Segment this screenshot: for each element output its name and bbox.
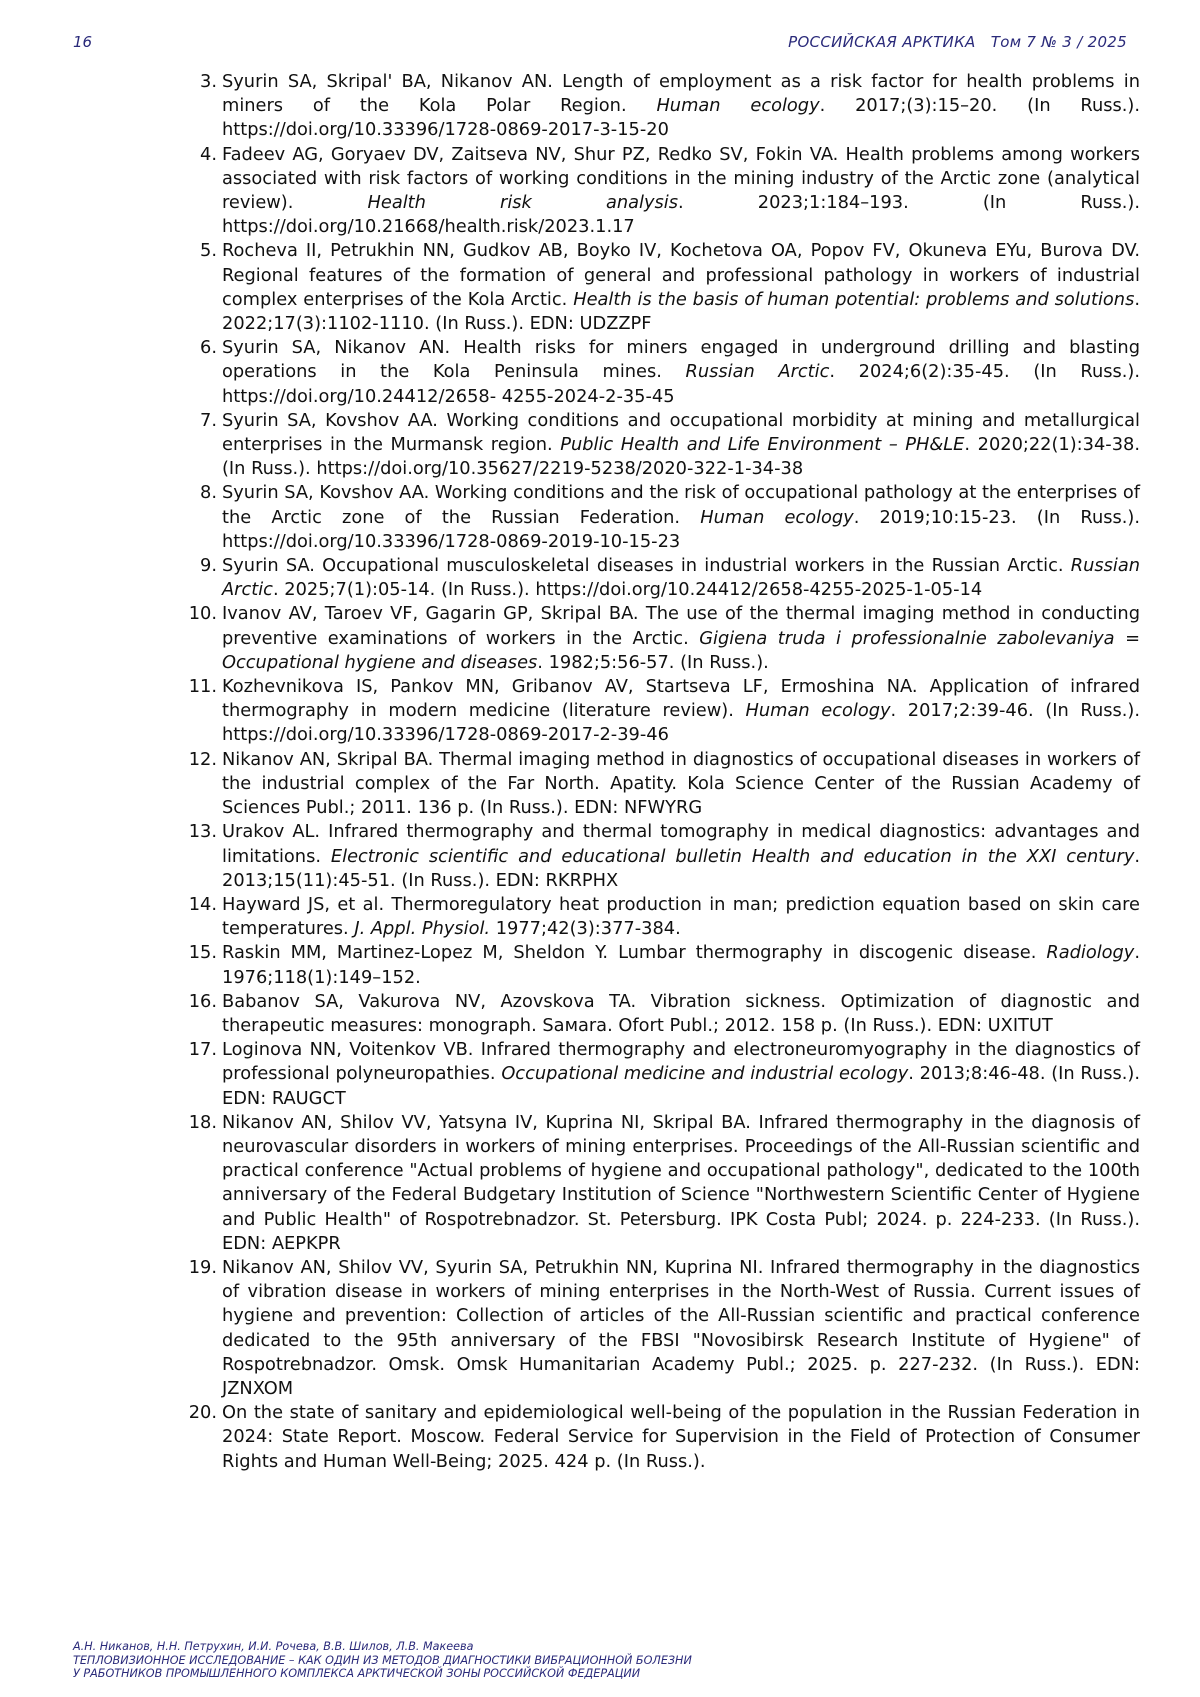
reference-item (188, 820, 1141, 893)
reference-text: Nikanov AN, Skripal BA. Thermal imaging method in diagnostics of occupational diseases in workers of the industrial complex of the Far North. Apatity. Kola Science Center of the Russian Academy of Sciences Publ.; 2011. 136 p. (In Russ.). EDN: NFWYRG (222, 748, 1140, 819)
reference-text: Syurin SA, Kovshov AA. Working conditions and occupational morbidity at mining and metallurgical enterprises in the Murmansk region. (222, 409, 1140, 456)
running-footer (73, 1640, 692, 1681)
reference-source: Health is the basis of human potential: problems and solutions (573, 288, 1135, 310)
reference-text: Ivanov AV, Taroev VF, Gagarin GP, Skripal BA. The use of the thermal imaging method in conducting preventive examinations of workers in the Arctic. (222, 603, 1140, 649)
reference-details: . 2020;22(1):34-38. (In Russ.). https://doi.org/10.35627/2219-5238/2020-322-1-34-38 (222, 434, 1140, 480)
reference-item (188, 748, 1140, 821)
reference-item (200, 481, 1141, 554)
reference-item (200, 143, 1141, 240)
reference-details: 1977;42(3):377-384. (490, 918, 681, 940)
reference-text: Kozhevnikova IS, Pankov MN, Gribanov AV, Startseva LF, Ermoshina NA. Application of infrared thermography in modern medicine (literature review). (222, 676, 1140, 722)
reference-text: Nikanov AN, Shilov VV, Syurin SA, Petrukhin NN, Kuprina NI. Infrared thermography in the diagnostics of vibration disease in workers of mining enterprises in the North-West of Russia. Current issues of hygiene and prevention: Collection of articles of the All-Russian scientific and practical conference dedicated to the 95th anniversary of the FBSI "Novosibirsk Research Institute of Hygiene" of Rospotrebnadzor. Omsk. Omsk Humanitarian Academy Publ.; 2025. p. 227-232. (In Russ.). EDN: JZNXOM (222, 1256, 1140, 1399)
reference-source: Occupational medicine and industrial ecology (501, 1063, 909, 1085)
reference-item (188, 893, 1140, 941)
reference-text: Syurin SA. Occupational musculoskeletal diseases in industrial workers in the Russian Arctic. (222, 555, 1071, 577)
reference-item (188, 1256, 1140, 1401)
reference-source: Gigiena truda i professionalnie zabolevaniya = Occupational hygiene and diseases (222, 627, 1140, 673)
reference-text: Hayward JS, et al. Thermoregulatory heat production in man; prediction equation based on skin care temperatures. (222, 893, 1140, 940)
reference-text: Fadeev AG, Goryaev DV, Zaitseva NV, Shur PZ, Redko SV, Fokin VA. Health problems among workers associated with risk factors of working conditions in the mining industry of the Arctic zone (analytical review). (222, 143, 1140, 214)
reference-text: Rocheva II, Petrukhin NN, Gudkov AB, Boyko IV, Kochetova OA, Popov FV, Okuneva EYu, Burova DV. Regional features of the formation of general and professional pathology in workers of industrial complex enterprises of the Kola Arctic. (222, 240, 1140, 310)
reference-source: Russian Arctic (685, 361, 830, 383)
reference-item (188, 675, 1140, 748)
reference-number: 3. (200, 71, 217, 92)
running-header (73, 33, 1127, 53)
reference-number: 20. (188, 1402, 217, 1424)
reference-number: 7. (200, 409, 217, 431)
reference-details: . 1982;5:56-57. (In Russ.). (537, 651, 769, 673)
reference-details: . 2019;10:15-23. (In Russ.). https://doi.org/10.33396/1728-0869-2019-10-15-23 (222, 506, 1140, 552)
reference-source: Human ecology (700, 506, 854, 528)
reference-source: Human ecology (656, 95, 820, 117)
reference-details: . 2025;7(1):05-14. (In Russ.). https://doi.org/10.24412/2658-4255-2025-1-05-14 (272, 579, 983, 601)
reference-details: . 2017;(3):15–20. (In Russ.). https://doi.org/10.33396/1728-0869-2017-3-15-20 (222, 95, 1141, 141)
reference-details: . 2013;8:46-48. (In Russ.). EDN: RAUGCT (222, 1063, 1141, 1109)
reference-number: 18. (188, 1111, 217, 1133)
reference-number: 9. (200, 555, 217, 577)
reference-item (188, 1401, 1140, 1474)
reference-details: . 2023;1:184–193. (In Russ.). https://doi.org/10.21668/health.risk/2023.1.17 (222, 192, 1141, 238)
journal-title: РОССИЙСКАЯ АРКТИКА Том 7 № 3 / 2025 (788, 33, 1127, 51)
reference-item (200, 336, 1140, 409)
reference-details: . 2013;15(11):45-51. (In Russ.). EDN: RKRPHX (222, 845, 1141, 891)
reference-text: Syurin SA, Skripal' BA, Nikanov AN. Length of employment as a risk factor for health problems in miners of the Kola Polar Region. (222, 71, 1140, 117)
reference-item (188, 941, 1140, 989)
reference-source: Radiology (1046, 942, 1135, 964)
reference-item (200, 239, 1140, 336)
reference-number: 16. (188, 990, 217, 1012)
reference-item (200, 409, 1140, 482)
footer-title-line-2: У РАБОТНИКОВ ПРОМЫШЛЕННОГО КОМПЛЕКСА АРКТИЧЕСКОЙ ЗОНЫ РОССИЙСКОЙ ФЕДЕРАЦИИ (73, 1667, 641, 1680)
reference-details: . 2024;6(2):35-45. (In Russ.). https://doi.org/10.24412/2658- 4255-2024-2-35-45 (222, 361, 1140, 407)
reference-item (188, 990, 1140, 1038)
reference-number: 17. (188, 1039, 217, 1061)
footer-authors: А.Н. Никанов, Н.Н. Петрухин, И.И. Рочева, В.В. Шилов, Л.В. Макеева (73, 1640, 474, 1653)
reference-list (188, 70, 1141, 1474)
reference-number: 14. (188, 893, 217, 915)
reference-details: . 2017;2:39-46. (In Russ.). https://doi.org/10.33396/1728-0869-2017-2-39-46 (222, 700, 1140, 746)
reference-text: On the state of sanitary and epidemiological well-being of the population in the Russian Federation in 2024: State Report. Moscow. Federal Service for Supervision in the Field of Protection of Consumer Rights and Human Well-Being; 2025. 424 p. (In Russ.). (222, 1402, 1140, 1472)
reference-text: Loginova NN, Voitenkov VB. Infrared thermography and electroneuromyography in the diagnostics of professional polyneuropathies. (222, 1039, 1140, 1085)
reference-number: 11. (188, 676, 217, 698)
reference-text: Urakov AL. Infrared thermography and thermal tomography in medical diagnostics: advantages and limitations. (222, 821, 1140, 867)
reference-number: 5. (200, 240, 217, 262)
reference-number: 10. (188, 603, 217, 625)
reference-text: Nikanov AN, Shilov VV, Yatsyna IV, Kuprina NI, Skripal BA. Infrared thermography in the diagnosis of neurovascular disorders in workers of mining enterprises. Proceedings of the All-Russian scientific and practical conference "Actual problems of hygiene and occupational pathology", dedicated to the 100th anniversary of the Federal Budgetary Institution of Science "Northwestern Scientific Center of Hygiene and Public Health" of Rospotrebnadzor. St. Petersburg. IPK Costa Publ; 2024. p. 224-233. (In Russ.). EDN: AEPKPR (222, 1111, 1140, 1254)
reference-number: 4. (200, 143, 217, 165)
footer-title-line-1: ТЕПЛОВИЗИОННОЕ ИССЛЕДОВАНИЕ – КАК ОДИН ИЗ МЕТОДОВ ДИАГНОСТИКИ ВИБРАЦИОННОЙ БОЛЕЗНИ (73, 1653, 692, 1667)
reference-number: 6. (200, 337, 217, 359)
reference-details: . 2022;17(3):1102-1110. (In Russ.). EDN: UDZZPF (222, 288, 1140, 335)
reference-item (188, 1038, 1141, 1111)
reference-text: Babanov SA, Vakurova NV, Azovskova TA. Vibration sickness. Optimization of diagnostic and therapeutic measures: monograph. Sамara. Ofort Publ.; 2012. 158 p. (In Russ.). EDN: UXITUT (222, 990, 1140, 1036)
reference-text: Syurin SA, Kovshov AA. Working conditions and the risk of occupational pathology at the enterprises of the Arctic zone of the Russian Federation. (222, 482, 1141, 528)
reference-number: 13. (188, 821, 217, 843)
reference-source: Public Health and Life Environment – PH&LE (560, 434, 965, 456)
reference-number: 15. (188, 942, 217, 964)
reference-source: Electronic scientific and educational bulletin Health and education in the XXI century (330, 845, 1135, 867)
reference-details: . 1976;118(1):149–152. (222, 942, 1140, 988)
reference-item (200, 70, 1141, 143)
reference-number: 19. (188, 1256, 217, 1278)
reference-item (188, 1111, 1140, 1256)
reference-source: Human ecology (745, 700, 891, 722)
reference-source: J. Appl. Physiol. (354, 918, 491, 940)
reference-source: Health risk analysis (367, 192, 678, 214)
page-number: 16 (73, 33, 93, 51)
reference-item (188, 602, 1140, 675)
reference-text: Raskin MM, Martinez-Lopez M, Sheldon Y. Lumbar thermography in discogenic disease. (222, 942, 1047, 964)
reference-number: 8. (200, 482, 217, 504)
reference-text: Syurin SA, Nikanov AN. Health risks for miners engaged in underground drilling and blasting operations in the Kola Peninsula mines. (222, 337, 1140, 383)
reference-source: Russian Arctic (222, 555, 1140, 601)
reference-item (200, 554, 1140, 602)
reference-number: 12. (188, 748, 217, 770)
